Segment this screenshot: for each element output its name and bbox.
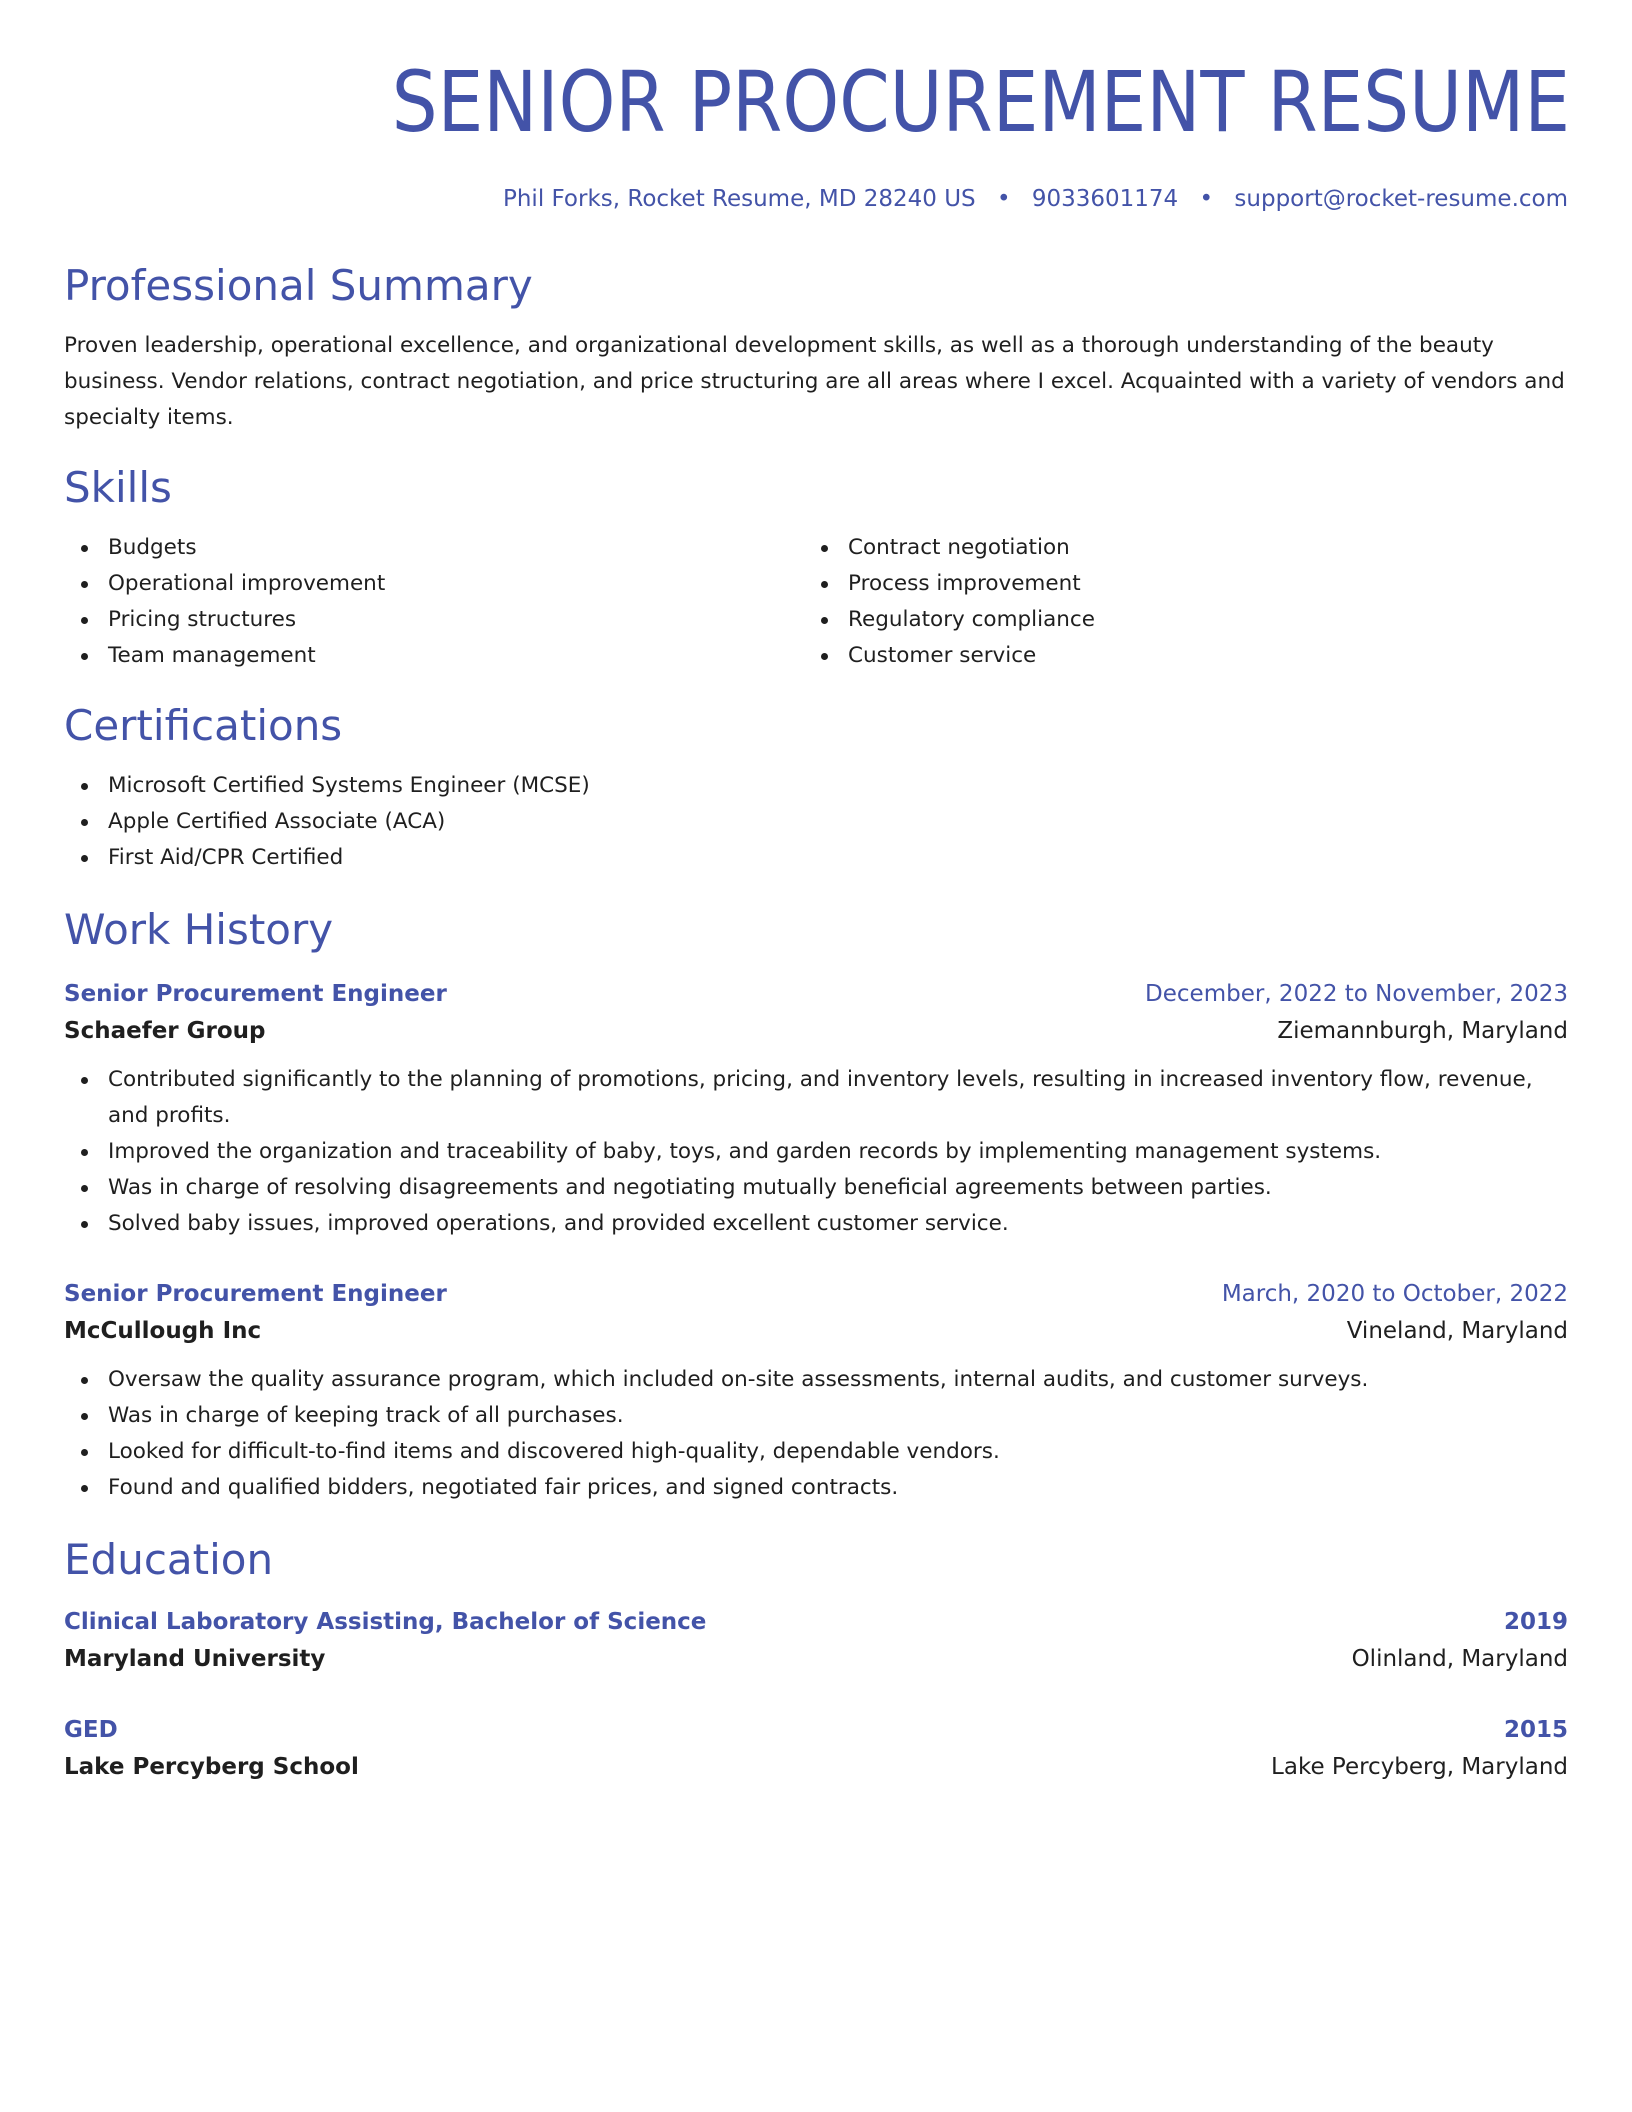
education-school: Maryland University [64, 1646, 326, 1672]
skills-list-left [64, 530, 804, 674]
job-dates: December, 2022 to November, 2023 [1145, 981, 1568, 1007]
skill-item: Budgets [64, 530, 804, 566]
job-company: Schaefer Group [64, 1018, 266, 1044]
job-bullet: Was in charge of keeping track of all purchases. [64, 1398, 1568, 1434]
education-location: Lake Percyberg, Maryland [1271, 1754, 1568, 1780]
contact-separator: • [996, 186, 1011, 212]
job-header-row [64, 1276, 1568, 1312]
skills-list-right [804, 530, 1568, 674]
certifications-list [64, 768, 1568, 876]
education-location: Olinland, Maryland [1351, 1646, 1568, 1672]
job-company-row [64, 1312, 1568, 1350]
job-bullet: Found and qualified bidders, negotiated fair prices, and signed contracts. [64, 1470, 1568, 1506]
education-year: 2015 [1503, 1717, 1568, 1743]
education-school-row [64, 1748, 1568, 1786]
contact-address: Phil Forks, Rocket Resume, MD 28240 US [502, 186, 976, 212]
job-entry [64, 976, 1568, 1242]
education-header-row [64, 1712, 1568, 1748]
education-heading: Education [64, 1535, 274, 1584]
skill-item: Operational improvement [64, 566, 804, 602]
resume-title: SENIOR PROCUREMENT RESUME [391, 53, 1570, 151]
certifications-heading: Certifications [64, 701, 343, 750]
skill-item: Team management [64, 638, 804, 674]
skill-item: Regulatory compliance [804, 602, 1568, 638]
skill-item: Process improvement [804, 566, 1568, 602]
skills-heading: Skills [64, 463, 172, 512]
summary-heading: Professional Summary [64, 261, 533, 310]
certification-item: First Aid/CPR Certified [64, 840, 1568, 876]
education-entry [64, 1712, 1568, 1786]
education-entry [64, 1604, 1568, 1678]
education-degree: GED [64, 1717, 118, 1743]
job-bullets [64, 1362, 1568, 1506]
summary-text: Proven leadership, operational excellence, and organizational development skills, as well as a thorough understanding of the beauty business. Vendor relations, contract negotiation, and price structuring are all areas where I excel. Acquainted with a variety of vendors and specialty items. [64, 333, 1565, 430]
job-entry [64, 1276, 1568, 1506]
skill-item: Contract negotiation [804, 530, 1568, 566]
job-bullets [64, 1062, 1568, 1242]
contact-phone[interactable]: 9033601174 [1031, 186, 1179, 212]
education-school: Lake Percyberg School [64, 1754, 359, 1780]
job-bullet: Solved baby issues, improved operations, and provided excellent customer service. [64, 1206, 1568, 1242]
education-degree: Clinical Laboratory Assisting, Bachelor of Science [64, 1609, 707, 1635]
job-header-row [64, 976, 1568, 1012]
contact-email[interactable]: support@rocket-resume.com [1234, 186, 1568, 212]
skill-item: Customer service [804, 638, 1568, 674]
certification-item: Microsoft Certified Systems Engineer (MCSE) [64, 768, 1568, 804]
job-company: McCullough Inc [64, 1318, 262, 1344]
job-bullet: Improved the organization and traceability of baby, toys, and garden records by implementing management systems. [64, 1134, 1568, 1170]
job-bullet: Looked for difficult-to-find items and discovered high-quality, dependable vendors. [64, 1434, 1568, 1470]
skill-item: Pricing structures [64, 602, 804, 638]
work-history-heading: Work History [64, 905, 334, 954]
job-role: Senior Procurement Engineer [64, 1281, 447, 1307]
skills-grid [64, 530, 1568, 674]
job-location: Vineland, Maryland [1346, 1318, 1568, 1344]
certification-item: Apple Certified Associate (ACA) [64, 804, 1568, 840]
job-bullet: Oversaw the quality assurance program, which included on-site assessments, internal audits, and customer surveys. [64, 1362, 1568, 1398]
job-company-row [64, 1012, 1568, 1050]
job-location: Ziemannburgh, Maryland [1277, 1018, 1568, 1044]
contact-line [64, 184, 1568, 214]
education-year: 2019 [1503, 1609, 1568, 1635]
job-bullet: Contributed significantly to the planning of promotions, pricing, and inventory levels, resulting in increased inventory flow, revenue, and profits. [64, 1062, 1568, 1134]
contact-separator: • [1199, 186, 1214, 212]
education-header-row [64, 1604, 1568, 1640]
education-school-row [64, 1640, 1568, 1678]
job-bullet: Was in charge of resolving disagreements and negotiating mutually beneficial agreements between parties. [64, 1170, 1568, 1206]
job-dates: March, 2020 to October, 2022 [1221, 1281, 1568, 1307]
job-role: Senior Procurement Engineer [64, 981, 447, 1007]
